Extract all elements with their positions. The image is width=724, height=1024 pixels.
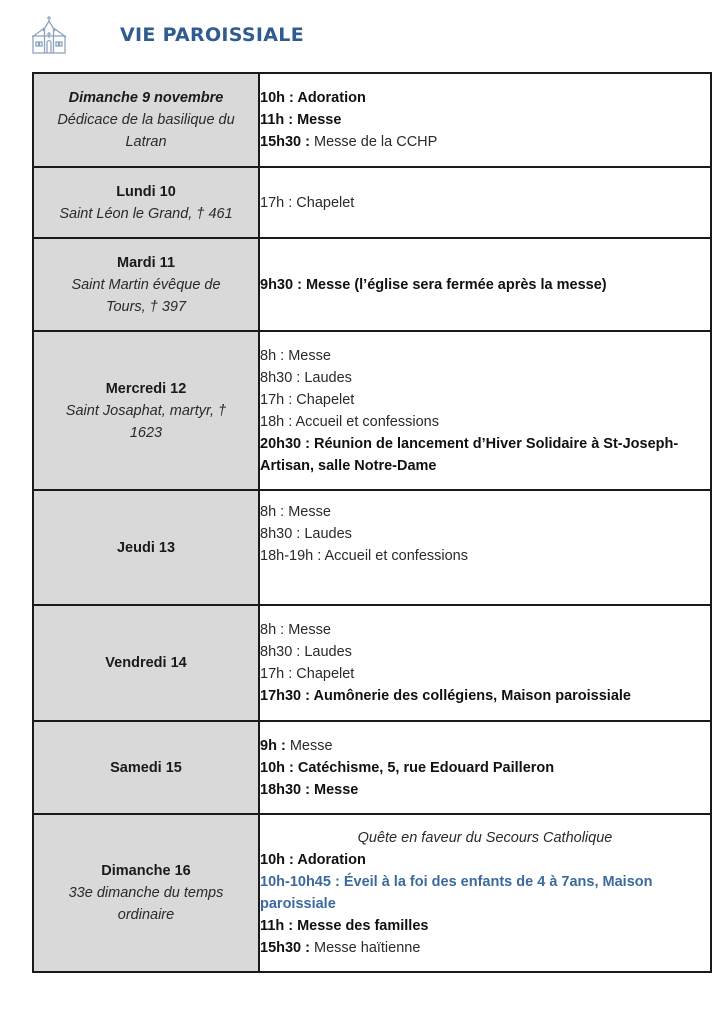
event-item: 8h : Messe <box>260 504 331 520</box>
table-row <box>33 814 711 972</box>
event-item: 11h : Messe des familles <box>260 918 429 934</box>
feast-label: Saint Josaphat, martyr, † 1623 <box>65 402 227 441</box>
table-row <box>33 605 711 721</box>
day-name: Lundi 10 <box>116 183 176 200</box>
event-item: 10h : Adoration <box>260 852 366 868</box>
collection-note: Quête en faveur du Secours Catholique <box>357 830 613 846</box>
event-item: 17h : Chapelet <box>260 391 355 408</box>
events-cell <box>259 490 711 605</box>
table-row <box>33 73 711 167</box>
table-row <box>33 721 711 814</box>
events-cell <box>259 331 711 490</box>
event-item: 18h30 : Messe <box>260 781 359 798</box>
event-item: 17h : Chapelet <box>260 194 355 211</box>
day-cell <box>33 605 259 721</box>
page-header <box>30 14 304 56</box>
events-cell <box>259 238 711 331</box>
events-cell <box>259 814 711 972</box>
day-cell <box>33 490 259 605</box>
table-row <box>33 490 711 605</box>
event-item: 8h30 : Laudes <box>260 644 352 660</box>
event-item: 9h30 : Messe (l’église sera fermée après la messe) <box>260 276 607 293</box>
day-name: Dimanche 16 <box>101 863 191 879</box>
events-cell <box>259 605 711 721</box>
day-cell <box>33 814 259 972</box>
table-row <box>33 331 711 490</box>
church-icon <box>30 15 68 55</box>
event-item: 10h : Adoration <box>260 90 366 106</box>
events-cell <box>259 167 711 238</box>
section-title: VIE PAROISSIALE <box>120 24 304 46</box>
day-cell <box>33 721 259 814</box>
event-item: 8h30 : Laudes <box>260 526 352 542</box>
event-item: 8h : Messe <box>260 347 331 364</box>
event-item: 18h : Accueil et confessions <box>260 413 439 430</box>
event-item: 18h-19h : Accueil et confessions <box>260 548 468 564</box>
day-cell <box>33 167 259 238</box>
schedule-table <box>32 72 712 973</box>
feast-label: Saint Martin évêque de Tours, † 397 <box>71 276 221 315</box>
event-item: 15h30 : Messe de la CCHP <box>260 134 438 150</box>
event-item: 8h30 : Laudes <box>260 369 352 386</box>
events-cell <box>259 73 711 167</box>
day-name: Dimanche 9 novembre <box>68 90 224 106</box>
feast-label: Saint Léon le Grand, † 461 <box>59 205 233 222</box>
day-name: Vendredi 14 <box>105 655 187 671</box>
event-item: 11h : Messe <box>260 112 342 128</box>
event-item: 17h : Chapelet <box>260 666 355 682</box>
day-name: Mardi 11 <box>116 254 176 271</box>
day-name: Jeudi 13 <box>116 539 176 556</box>
feast-label: Dédicace de la basilique du Latran <box>57 112 235 150</box>
feast-label: 33e dimanche du temps ordinaire <box>68 885 224 923</box>
day-cell <box>33 331 259 490</box>
event-item: 10h : Catéchisme, 5, rue Edouard Pailleron <box>260 759 555 776</box>
day-cell <box>33 73 259 167</box>
event-item: 17h30 : Aumônerie des collégiens, Maison paroissiale <box>260 688 631 704</box>
day-name: Samedi 15 <box>110 759 182 776</box>
table-row <box>33 238 711 331</box>
event-item: 15h30 : Messe haïtienne <box>260 940 421 956</box>
event-item: 8h : Messe <box>260 622 331 638</box>
event-item: 20h30 : Réunion de lancement d’Hiver Solidaire à St-Joseph-Artisan, salle Notre-Dame <box>260 435 679 474</box>
table-row <box>33 167 711 238</box>
event-item-highlight: 10h-10h45 : Éveil à la foi des enfants de 4 à 7ans, Maison paroissiale <box>260 874 653 912</box>
day-name: Mercredi 12 <box>105 380 187 397</box>
day-cell <box>33 238 259 331</box>
event-item: 9h : Messe <box>260 737 333 754</box>
events-cell <box>259 721 711 814</box>
